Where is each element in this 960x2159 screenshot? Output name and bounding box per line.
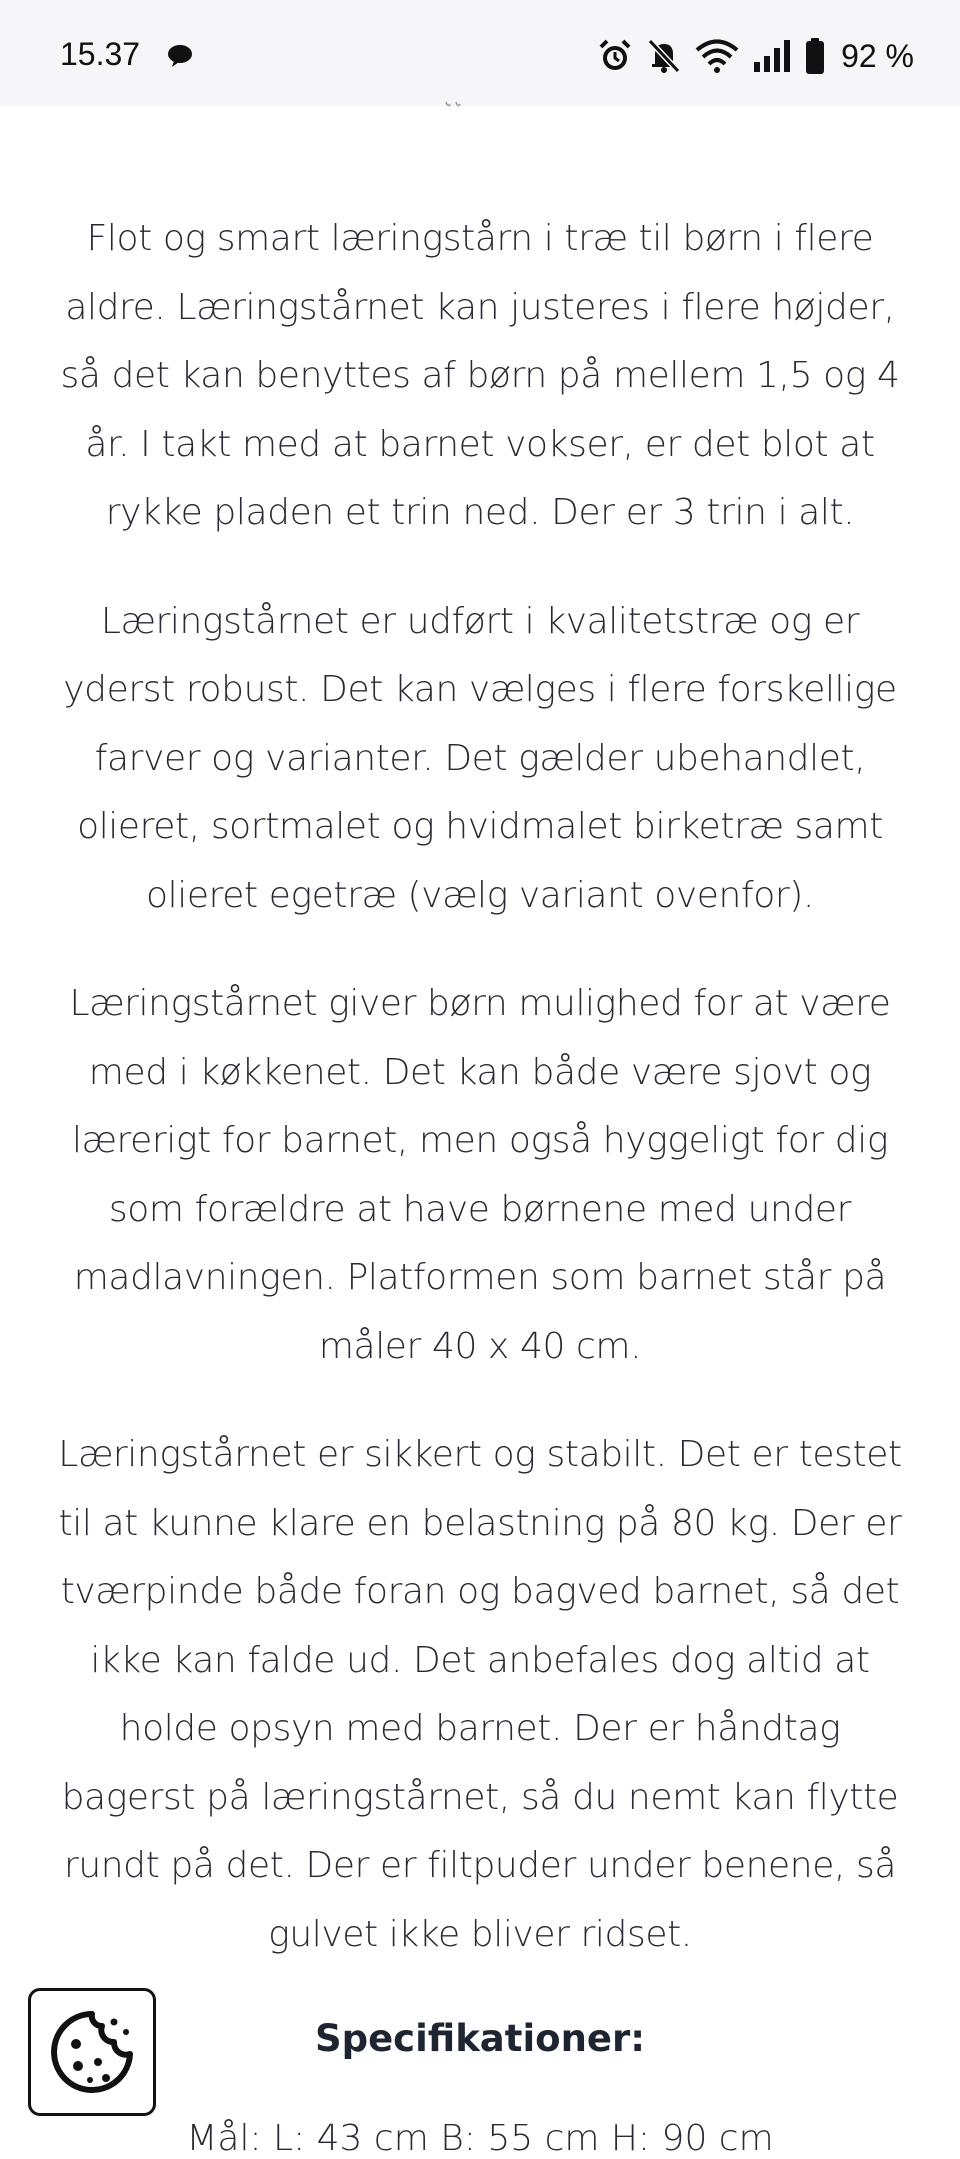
chat-bubble-icon	[166, 44, 194, 68]
cookie-settings-button[interactable]	[28, 1988, 156, 2116]
status-icons	[597, 34, 914, 78]
description-paragraph: Læringstårnet er sikkert og stabilt. Det er testet til at kunne klare en belastning på 80 kg. Der er tværpinde både foran og bagved barnet, så det ikke kan falde ud. Det anbefales dog altid at holde opsyn med barnet. Der er håndtag bagerst på læringstårnet, så du nemt kan flytte rundt på det. Der er filtpuder under benene, så gulvet ikke bliver ridset.	[58, 1434, 902, 1955]
specifications-heading: Specifikationer:	[314, 2017, 646, 2060]
bell-off-icon	[647, 38, 681, 74]
signal-icon	[753, 40, 791, 72]
status-time: 15.37	[60, 36, 141, 72]
battery-icon	[805, 38, 825, 74]
description-paragraph: Læringstårnet giver børn mulighed for at være med i køkkenet. Det kan både være sjovt og lærerigt for barnet, men også hyggeligt for dig som forældre at have børnene med under madlavningen. Platformen som barnet står på måler 40 x 40 cm.	[69, 983, 891, 1367]
wifi-icon	[695, 39, 739, 73]
spec-dimensions: Mål: L: 43 cm B: 55 cm H: 90 cm	[186, 2118, 774, 2159]
clipped-image-fragment	[440, 100, 470, 110]
status-bar	[0, 0, 960, 106]
product-description	[48, 205, 912, 2060]
battery-percentage: 92 %	[841, 37, 914, 74]
cookie-icon	[48, 2008, 136, 2096]
alarm-icon	[597, 38, 633, 74]
description-paragraph: Flot og smart læringstårn i træ til børn i flere aldre. Læringstårnet kan justeres i flere højder, så det kan benyttes af børn på mellem 1,5 og 4 år. I takt med at barnet vokser, er det blot at rykke pladen et trin ned. Der er 3 trin i alt.	[60, 218, 900, 533]
description-paragraph: Læringstårnet er udført i kvalitetstræ og er yderst robust. Det kan vælges i flere forskellige farver og varianter. Det gælder ubehandlet, olieret, sortmalet og hvidmalet birketræ samt olieret egetræ (vælg variant ovenfor).	[63, 600, 897, 916]
